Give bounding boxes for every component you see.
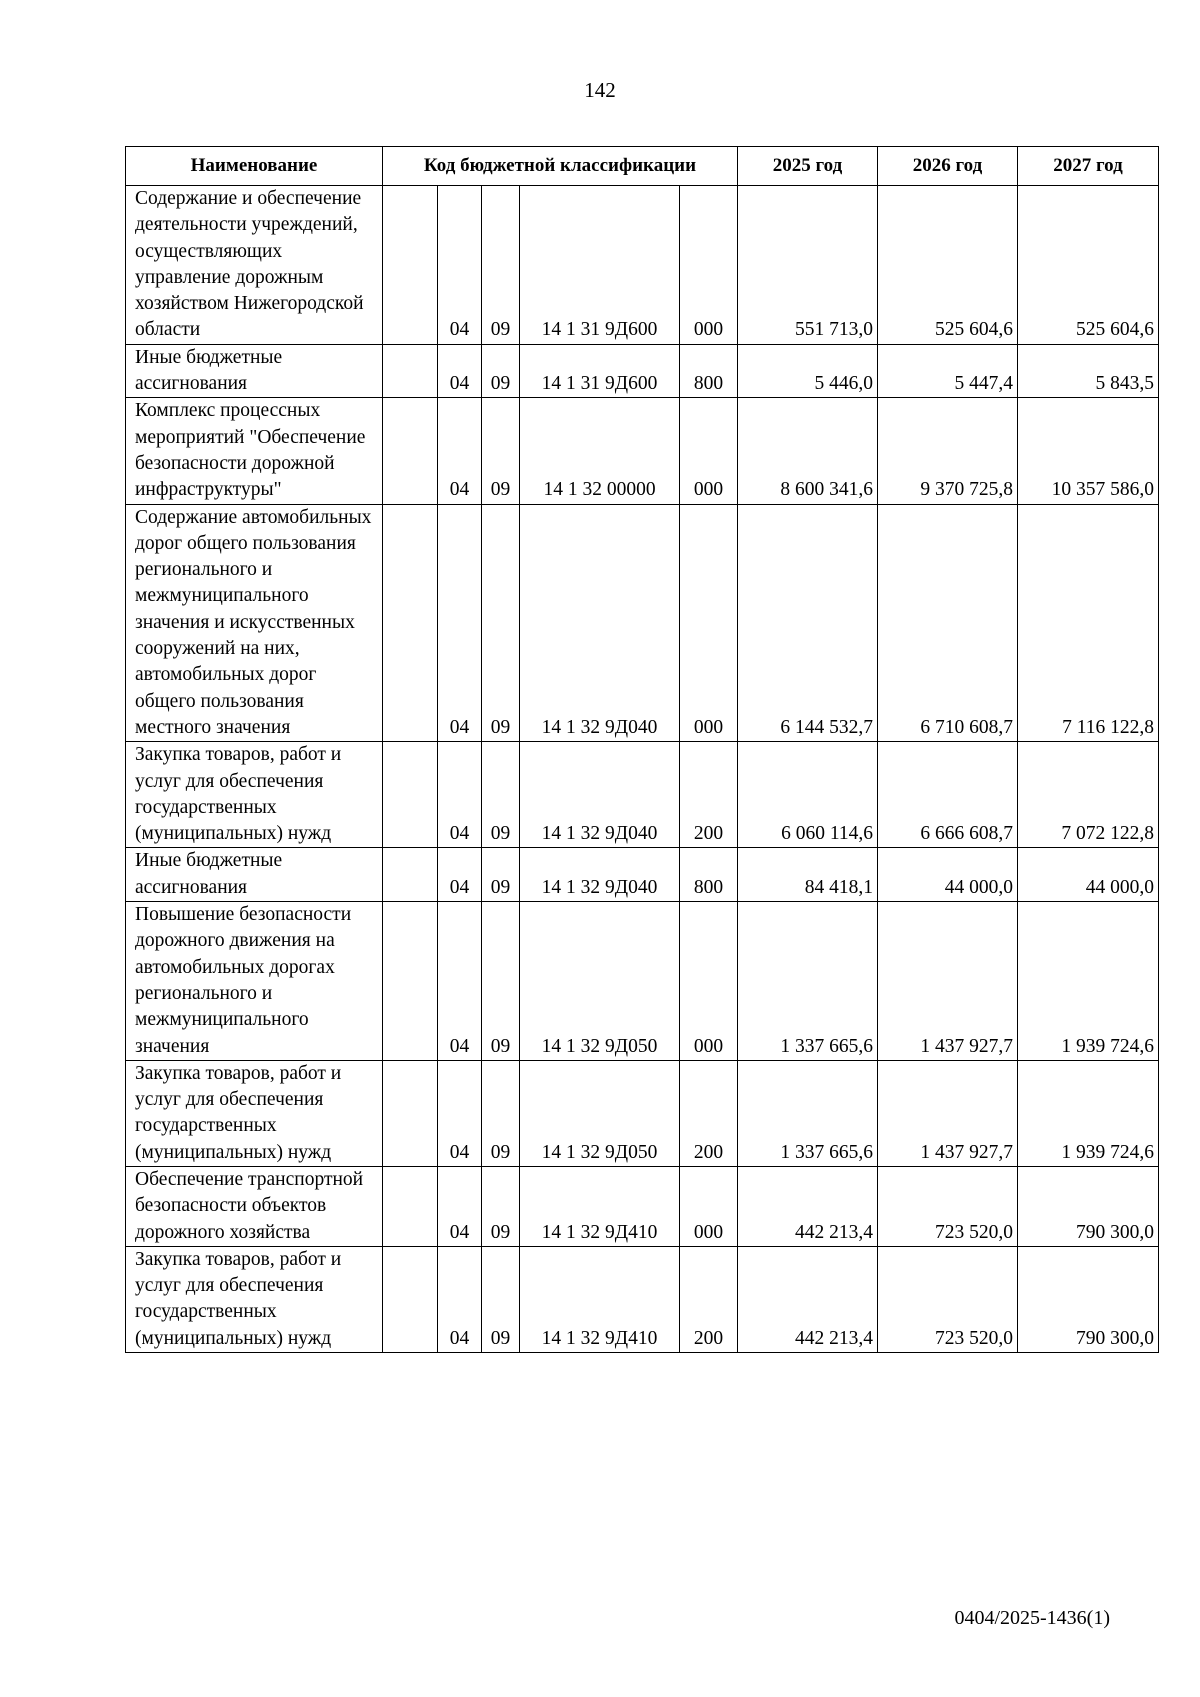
row-2027-cell: 790 300,0: [1018, 1246, 1159, 1352]
row-expense-type-cell: 800: [680, 344, 738, 398]
row-expense-type-cell: 000: [680, 398, 738, 504]
row-expense-type-cell: 000: [680, 902, 738, 1061]
row-blank-cell: [383, 344, 438, 398]
row-name-cell: Закупка товаров, работ и услуг для обеспечения государственных (муниципальных) нужд: [126, 1246, 383, 1352]
row-2025-cell: 8 600 341,6: [738, 398, 878, 504]
row-2025-cell: 1 337 665,6: [738, 1060, 878, 1166]
row-name-cell: Обеспечение транспортной безопасности объектов дорожного хозяйства: [126, 1166, 383, 1246]
row-name-cell: Комплекс процессных мероприятий "Обеспечение безопасности дорожной инфраструктуры": [126, 398, 383, 504]
row-expense-type-cell: 800: [680, 848, 738, 902]
row-2027-cell: 790 300,0: [1018, 1166, 1159, 1246]
table-row: [126, 398, 1159, 504]
row-expense-type-cell: 200: [680, 1246, 738, 1352]
row-2026-cell: 525 604,6: [878, 186, 1018, 345]
row-podrazdel-cell: 09: [482, 1246, 520, 1352]
row-2027-cell: 1 939 724,6: [1018, 902, 1159, 1061]
row-2026-cell: 1 437 927,7: [878, 1060, 1018, 1166]
row-2025-cell: 442 213,4: [738, 1166, 878, 1246]
budget-table: [125, 146, 1159, 1353]
row-podrazdel-cell: 09: [482, 848, 520, 902]
row-expense-type-cell: 200: [680, 742, 738, 848]
row-razdel-cell: 04: [438, 186, 482, 345]
row-target-article-cell: 14 1 32 9Д050: [520, 1060, 680, 1166]
row-2027-cell: 1 939 724,6: [1018, 1060, 1159, 1166]
row-target-article-cell: 14 1 32 9Д410: [520, 1166, 680, 1246]
row-2026-cell: 723 520,0: [878, 1246, 1018, 1352]
row-blank-cell: [383, 1246, 438, 1352]
row-razdel-cell: 04: [438, 504, 482, 742]
row-razdel-cell: 04: [438, 742, 482, 848]
table-row: [126, 344, 1159, 398]
row-expense-type-cell: 000: [680, 1166, 738, 1246]
row-expense-type-cell: 000: [680, 504, 738, 742]
table-row: [126, 504, 1159, 742]
row-target-article-cell: 14 1 32 9Д050: [520, 902, 680, 1061]
document-code: 0404/2025-1436(1): [954, 1607, 1110, 1629]
row-2027-cell: 525 604,6: [1018, 186, 1159, 345]
row-razdel-cell: 04: [438, 902, 482, 1061]
row-target-article-cell: 14 1 32 9Д040: [520, 848, 680, 902]
table-row: [126, 848, 1159, 902]
row-name-cell: Иные бюджетные ассигнования: [126, 344, 383, 398]
row-blank-cell: [383, 848, 438, 902]
row-razdel-cell: 04: [438, 344, 482, 398]
row-2025-cell: 1 337 665,6: [738, 902, 878, 1061]
row-2026-cell: 6 710 608,7: [878, 504, 1018, 742]
row-target-article-cell: 14 1 32 9Д040: [520, 504, 680, 742]
row-2027-cell: 10 357 586,0: [1018, 398, 1159, 504]
row-podrazdel-cell: 09: [482, 344, 520, 398]
row-target-article-cell: 14 1 32 9Д410: [520, 1246, 680, 1352]
row-2026-cell: 6 666 608,7: [878, 742, 1018, 848]
row-expense-type-cell: 200: [680, 1060, 738, 1166]
table-row: [126, 186, 1159, 345]
row-2026-cell: 1 437 927,7: [878, 902, 1018, 1061]
row-target-article-cell: 14 1 32 00000: [520, 398, 680, 504]
row-razdel-cell: 04: [438, 1060, 482, 1166]
row-2025-cell: 6 060 114,6: [738, 742, 878, 848]
row-name-cell: Закупка товаров, работ и услуг для обеспечения государственных (муниципальных) нужд: [126, 1060, 383, 1166]
row-expense-type-cell: 000: [680, 186, 738, 345]
row-podrazdel-cell: 09: [482, 398, 520, 504]
row-blank-cell: [383, 186, 438, 345]
row-blank-cell: [383, 1060, 438, 1166]
header-2027: 2027 год: [1018, 147, 1159, 186]
row-2026-cell: 9 370 725,8: [878, 398, 1018, 504]
row-2025-cell: 442 213,4: [738, 1246, 878, 1352]
row-razdel-cell: 04: [438, 398, 482, 504]
row-2027-cell: 7 116 122,8: [1018, 504, 1159, 742]
row-2027-cell: 44 000,0: [1018, 848, 1159, 902]
table-body: [126, 186, 1159, 1353]
table-header-row: [126, 147, 1159, 186]
row-name-cell: Содержание автомобильных дорог общего пользования регионального и межмуниципального значения и искусственных сооружений на них, автомобильных дорог общего пользования местного значения: [126, 504, 383, 742]
row-target-article-cell: 14 1 31 9Д600: [520, 344, 680, 398]
table-row: [126, 1246, 1159, 1352]
table-row: [126, 1166, 1159, 1246]
row-name-cell: Иные бюджетные ассигнования: [126, 848, 383, 902]
row-2026-cell: 723 520,0: [878, 1166, 1018, 1246]
row-2026-cell: 44 000,0: [878, 848, 1018, 902]
header-2025: 2025 год: [738, 147, 878, 186]
row-name-cell: Содержание и обеспечение деятельности учреждений, осуществляющих управление дорожным хозяйством Нижегородской области: [126, 186, 383, 345]
header-2026: 2026 год: [878, 147, 1018, 186]
row-name-cell: Закупка товаров, работ и услуг для обеспечения государственных (муниципальных) нужд: [126, 742, 383, 848]
row-podrazdel-cell: 09: [482, 504, 520, 742]
row-blank-cell: [383, 742, 438, 848]
row-2025-cell: 5 446,0: [738, 344, 878, 398]
row-razdel-cell: 04: [438, 1246, 482, 1352]
row-2025-cell: 6 144 532,7: [738, 504, 878, 742]
row-blank-cell: [383, 902, 438, 1061]
row-razdel-cell: 04: [438, 848, 482, 902]
row-2027-cell: 7 072 122,8: [1018, 742, 1159, 848]
row-podrazdel-cell: 09: [482, 1060, 520, 1166]
row-blank-cell: [383, 1166, 438, 1246]
row-target-article-cell: 14 1 31 9Д600: [520, 186, 680, 345]
row-2025-cell: 551 713,0: [738, 186, 878, 345]
page-number: 142: [584, 78, 616, 102]
table-row: [126, 902, 1159, 1061]
row-razdel-cell: 04: [438, 1166, 482, 1246]
row-podrazdel-cell: 09: [482, 186, 520, 345]
row-podrazdel-cell: 09: [482, 742, 520, 848]
header-name: Наименование: [126, 147, 383, 186]
row-2025-cell: 84 418,1: [738, 848, 878, 902]
row-blank-cell: [383, 504, 438, 742]
table-row: [126, 742, 1159, 848]
row-2026-cell: 5 447,4: [878, 344, 1018, 398]
row-target-article-cell: 14 1 32 9Д040: [520, 742, 680, 848]
row-name-cell: Повышение безопасности дорожного движения на автомобильных дорогах регионального и межмуниципального значения: [126, 902, 383, 1061]
row-blank-cell: [383, 398, 438, 504]
header-code: Код бюджетной классификации: [383, 147, 738, 186]
table-row: [126, 1060, 1159, 1166]
row-podrazdel-cell: 09: [482, 902, 520, 1061]
row-podrazdel-cell: 09: [482, 1166, 520, 1246]
row-2027-cell: 5 843,5: [1018, 344, 1159, 398]
